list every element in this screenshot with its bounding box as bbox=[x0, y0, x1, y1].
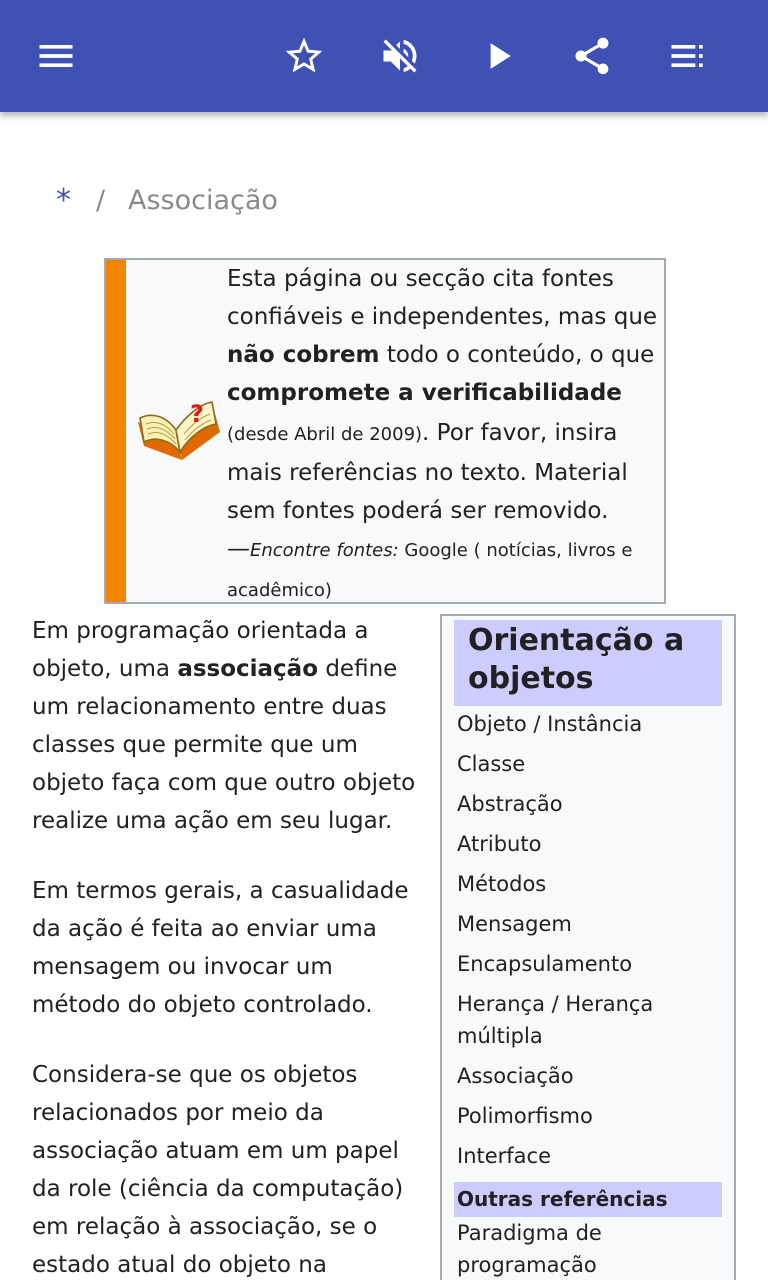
navbox-item[interactable]: Paradigma de programação bbox=[457, 1221, 602, 1277]
toc-button[interactable] bbox=[660, 28, 716, 84]
play-button[interactable] bbox=[470, 28, 526, 84]
navbox-list bbox=[454, 706, 722, 1178]
menu-icon bbox=[34, 34, 78, 78]
share-button[interactable] bbox=[564, 28, 620, 84]
navbox-item[interactable]: Interface bbox=[457, 1144, 552, 1168]
playlist-icon bbox=[666, 34, 710, 78]
navbox-item[interactable]: Encapsulamento bbox=[457, 952, 633, 976]
navbox-sublist bbox=[454, 1217, 722, 1280]
article-text: Em programação orientada a objeto, uma bbox=[32, 618, 369, 682]
navbox bbox=[440, 614, 736, 1280]
volume-off-icon bbox=[378, 34, 422, 78]
notice-bold-text: não cobrem bbox=[227, 342, 380, 368]
article-paragraph bbox=[32, 612, 424, 840]
sources-notice-box bbox=[104, 258, 666, 604]
article-bold-term: associação bbox=[177, 656, 319, 682]
notice-stripe bbox=[106, 260, 126, 602]
article-text: define um relacionamento entre duas classes que permite que um objeto faça com que outro objeto realize uma ação em seu lugar. bbox=[32, 656, 416, 834]
app-toolbar bbox=[0, 0, 768, 112]
breadcrumb-home-link[interactable]: * bbox=[56, 182, 71, 218]
find-sources-links[interactable]: Google ( notícias, livros e acadêmico) bbox=[227, 540, 633, 601]
navbox-item[interactable]: Atributo bbox=[457, 832, 542, 856]
notice-dash: — bbox=[227, 536, 250, 562]
navbox-item[interactable]: Métodos bbox=[457, 872, 547, 896]
breadcrumb-current: Associação bbox=[128, 184, 278, 216]
navbox-item[interactable]: Objeto / Instância bbox=[457, 712, 643, 736]
svg-text:?: ? bbox=[190, 400, 204, 428]
notice-text bbox=[227, 260, 663, 610]
navbox-item[interactable]: Polimorfismo bbox=[457, 1104, 593, 1128]
breadcrumb-separator: / bbox=[96, 184, 106, 216]
share-icon bbox=[570, 34, 614, 78]
navbox-item[interactable]: Abstração bbox=[457, 792, 563, 816]
breadcrumb bbox=[56, 178, 278, 222]
notice-text-part: . Por favor, insira mais referências no texto. Material sem fontes poderá ser removido. bbox=[227, 420, 628, 524]
navbox-item[interactable]: Classe bbox=[457, 752, 526, 776]
navbox-item[interactable]: Associação bbox=[457, 1064, 574, 1088]
navbox-item[interactable]: Mensagem bbox=[457, 912, 572, 936]
article-paragraph: Em termos gerais, a casualidade da ação é feita ao enviar uma mensagem ou invocar um método do objeto controlado. bbox=[32, 878, 409, 1018]
menu-button[interactable] bbox=[28, 28, 84, 84]
navbox-title: Orientação a objetos bbox=[454, 620, 722, 706]
book-question-icon bbox=[132, 388, 222, 468]
notice-bold-text: compromete a verificabilidade bbox=[227, 380, 622, 406]
article-paragraph: Considera-se que os objetos relacionados por meio da associação atuam em um papel da role (ciência da computação) em relação à associação, se o estado atual do objeto na bbox=[32, 1062, 404, 1278]
mute-button[interactable] bbox=[372, 28, 428, 84]
navbox-subheading: Outras referências bbox=[454, 1182, 722, 1217]
find-sources-label: Encontre fontes: bbox=[250, 540, 399, 561]
notice-text-part: todo o conteúdo, o que bbox=[379, 342, 655, 368]
play-icon bbox=[476, 34, 520, 78]
notice-date: (desde Abril de 2009) bbox=[227, 424, 423, 445]
notice-text-part: Esta página ou secção cita fontes confiáveis e independentes, mas que bbox=[227, 266, 658, 330]
article-body bbox=[32, 612, 424, 1280]
star-icon bbox=[282, 34, 326, 78]
navbox-item[interactable]: Herança / Herança múltipla bbox=[457, 992, 654, 1048]
favorite-button[interactable] bbox=[276, 28, 332, 84]
